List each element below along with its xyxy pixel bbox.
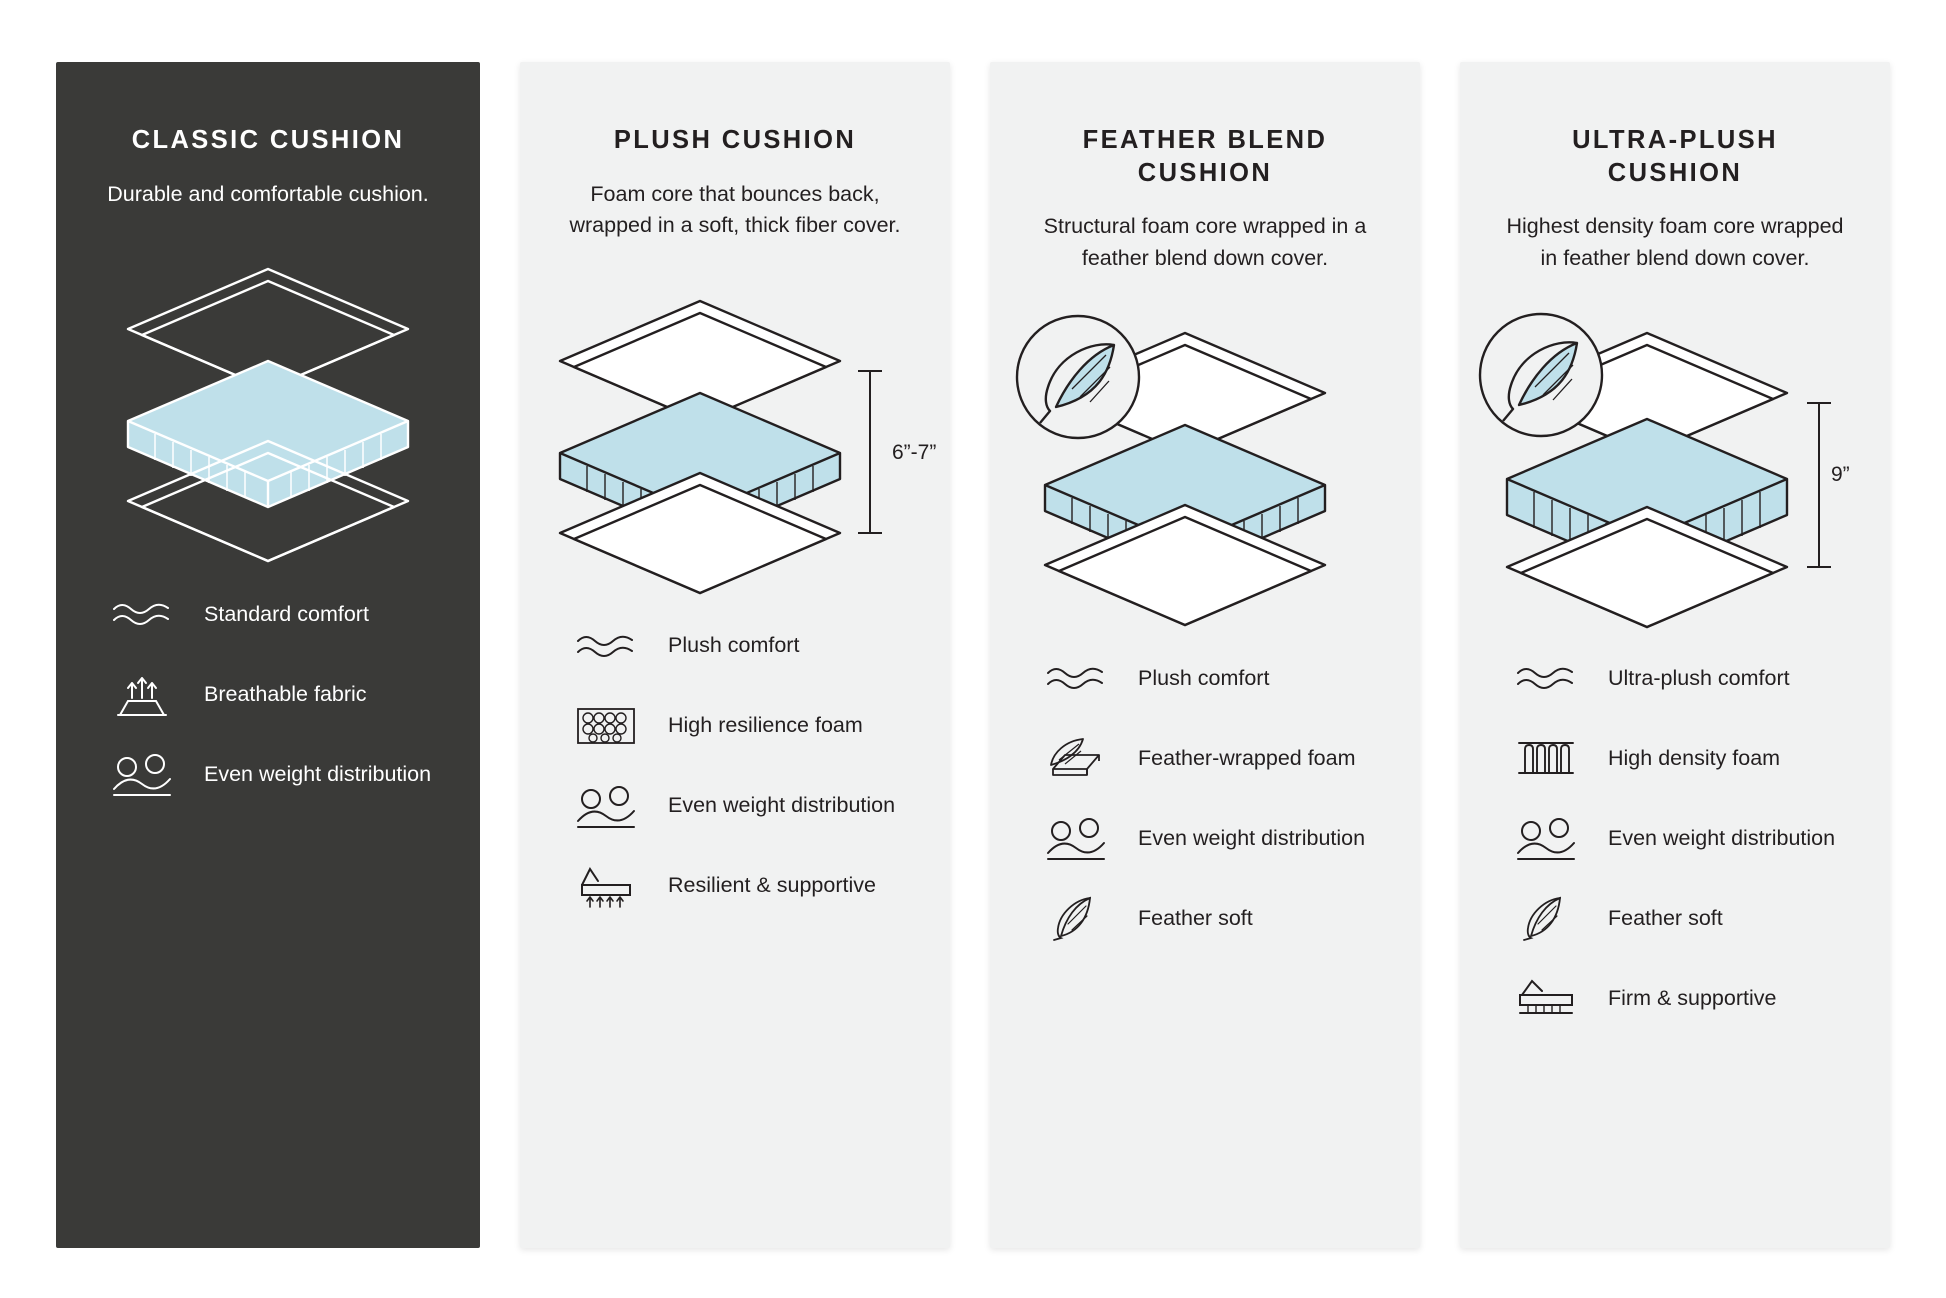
cushion-diagram-ultra-plush — [1502, 300, 1848, 630]
feature-item — [1040, 892, 1378, 944]
density-foam-icon — [1510, 732, 1582, 784]
feature-item — [1510, 652, 1848, 704]
chaise-support-icon — [570, 860, 642, 912]
feature-label: Even weight distribution — [204, 761, 432, 786]
feather-icon — [1040, 892, 1112, 944]
feature-list — [1032, 652, 1378, 944]
card-title: CLASSIC CUSHION — [131, 126, 405, 154]
feature-item — [570, 780, 908, 832]
feather-wrapped-foam-icon — [1040, 732, 1112, 784]
dimension-label: 6”-7” — [892, 440, 937, 464]
chaise-support-icon — [1510, 972, 1582, 1024]
wave-icon — [106, 588, 178, 640]
feature-label: Feather soft — [1608, 905, 1723, 930]
feature-item — [106, 668, 438, 720]
feature-item — [1510, 732, 1848, 784]
feature-label: Plush comfort — [668, 633, 800, 658]
honeycomb-foam-icon — [570, 700, 642, 752]
feature-item — [1510, 972, 1848, 1024]
card-title: ULTRA-PLUSH CUSHION — [1572, 126, 1778, 187]
wave-icon — [1040, 652, 1112, 704]
cushion-diagram-feather-blend — [1032, 300, 1378, 630]
feature-list — [562, 620, 908, 912]
feature-item — [1510, 812, 1848, 864]
even-weight-icon — [1510, 812, 1582, 864]
card-description: Highest density foam core wrapped in feather blend down cover. — [1506, 214, 1844, 270]
card-description: Durable and comfortable cushion. — [107, 181, 429, 206]
card-classic-cushion — [56, 62, 480, 1248]
feature-list — [1502, 652, 1848, 1024]
feature-label: Firm & supportive — [1608, 985, 1777, 1010]
feature-label: High density foam — [1608, 745, 1781, 770]
card-title: FEATHER BLEND CUSHION — [1082, 126, 1328, 187]
feature-item — [106, 748, 438, 800]
even-weight-icon — [1040, 812, 1112, 864]
dimension-label: 9” — [1831, 463, 1850, 487]
feature-item — [570, 620, 908, 672]
feature-item — [1040, 732, 1378, 784]
feature-item — [1510, 892, 1848, 944]
even-weight-icon — [570, 780, 642, 832]
feature-item — [1040, 812, 1378, 864]
feature-label: Feather soft — [1138, 905, 1253, 930]
feature-item — [570, 700, 908, 752]
feature-label: Ultra-plush comfort — [1608, 665, 1790, 690]
feature-label: Plush comfort — [1138, 665, 1270, 690]
wave-icon — [570, 620, 642, 672]
feature-label: Even weight distribution — [668, 793, 896, 818]
cushion-diagram-plush — [562, 268, 937, 598]
cushion-diagram-classic — [98, 236, 438, 566]
feature-label: Even weight distribution — [1138, 825, 1366, 850]
feature-label: Even weight distribution — [1608, 825, 1836, 850]
feature-item — [106, 588, 438, 640]
feather-icon — [1510, 892, 1582, 944]
even-weight-icon — [106, 748, 178, 800]
feature-label: Resilient & supportive — [668, 873, 876, 898]
breathable-fabric-icon — [106, 668, 178, 720]
card-description: Foam core that bounces back, wrapped in a soft, thick fiber cover. — [569, 181, 901, 238]
card-description: Structural foam core wrapped in a feather blend down cover. — [1043, 214, 1367, 270]
feature-label: High resilience foam — [668, 713, 863, 738]
feature-item — [1040, 652, 1378, 704]
feature-label: Breathable fabric — [204, 681, 367, 706]
card-ultra-plush-cushion — [1460, 62, 1890, 1248]
feature-label: Feather-wrapped foam — [1138, 745, 1356, 770]
wave-icon — [1510, 652, 1582, 704]
feature-item — [570, 860, 908, 912]
card-title: PLUSH CUSHION — [613, 126, 857, 154]
feature-label: Standard comfort — [204, 601, 369, 626]
card-plush-cushion — [520, 62, 950, 1248]
feature-list — [98, 588, 438, 800]
card-feather-blend-cushion — [990, 62, 1420, 1248]
